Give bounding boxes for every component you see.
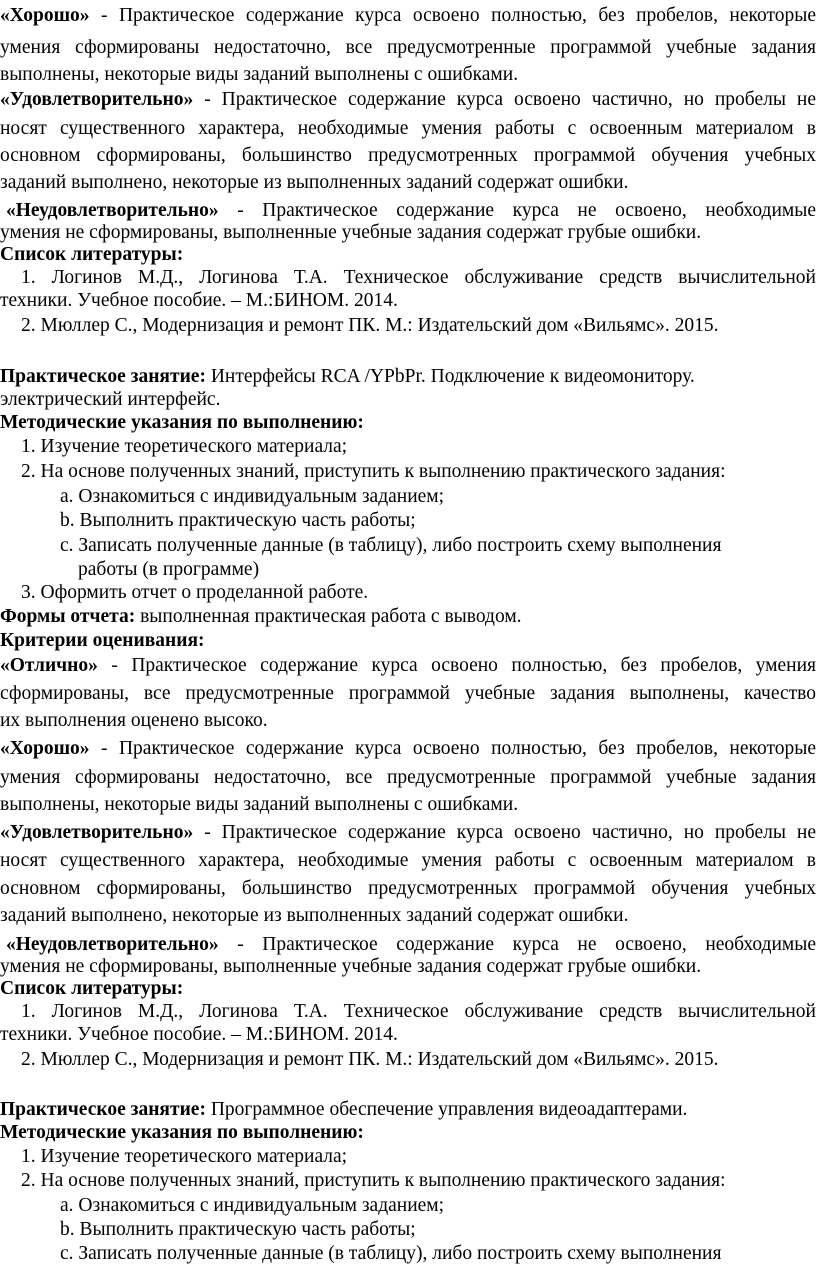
grade-satisfactory-line: носят существенного характера, необходимые умения работы с освоенным материалом в [0,118,816,139]
references-heading: Список литературы: [0,978,184,999]
grade-satisfactory-label: «Удовлетворительно» [0,89,194,110]
grade-good-line: «Хорошо» - Практическое содержание курса освоено полностью, без пробелов, некоторые [0,5,816,26]
method-step: 1. Изучение теоретического материала; [21,436,348,457]
method-substep: работы (в программе) [78,559,260,580]
method-substep: a. Ознакомиться с индивидуальным заданием; [60,486,445,507]
method-substep: b. Выполнить практическую часть работы; [60,510,416,531]
grade-unsatisfactory-label: «Неудовлетворительно» [6,934,219,955]
grade-satisfactory-line: носят существенного характера, необходимые умения работы с освоенным материалом в [0,850,816,871]
method-substep: c. Записать полученные данные (в таблицу), либо построить схему выполнения [60,535,722,556]
grade-unsatisfactory-line: «Неудовлетворительно» - Практическое содержание курса не освоено, необходимые [6,200,816,221]
practice-title: электрический интерфейс. [0,389,221,410]
practice-label: Практическое занятие: [0,1099,206,1120]
reference-item: 1. Логинов М.Д., Логинова Т.А. Техническое обслуживание средств вычислительной [21,1001,816,1022]
grade-good-line: «Хорошо» - Практическое содержание курса освоено полностью, без пробелов, некоторые [0,738,816,759]
grade-satisfactory-line: заданий выполнено, некоторые из выполненных заданий содержат ошибки. [0,172,629,193]
grade-satisfactory-line: основном сформированы, большинство предусмотренных программой обучения учебных [0,878,816,899]
grade-unsatisfactory-label: «Неудовлетворительно» [6,200,219,221]
grade-good-label: «Хорошо» [0,738,90,759]
grade-excellent-line: «Отлично» - Практическое содержание курса освоено полностью, без пробелов, умения [0,655,816,676]
grade-satisfactory-line: «Удовлетворительно» - Практическое содержание курса освоено частично, но пробелы не [0,89,816,110]
method-heading: Методические указания по выполнению: [0,412,364,433]
grade-excellent-label: «Отлично» [0,655,98,676]
report-label: Формы отчета: [0,606,136,627]
grade-satisfactory-line: основном сформированы, большинство предусмотренных программой обучения учебных [0,145,816,166]
practice-label: Практическое занятие: [0,366,206,387]
grade-good-label: «Хорошо» [0,5,90,26]
method-step: 2. На основе полученных знаний, приступить к выполнению практического задания: [21,461,726,482]
reference-item: техники. Учебное пособие. – М.:БИНОМ. 2014. [0,1024,398,1045]
grade-unsatisfactory-line: умения не сформированы, выполненные учебные задания содержат грубые ошибки. [0,222,702,243]
grade-excellent-line: сформированы, все предусмотренные программой учебные задания выполнены, качество [0,683,816,704]
grade-satisfactory-line: заданий выполнено, некоторые из выполненных заданий содержат ошибки. [0,905,629,926]
grade-satisfactory-label: «Удовлетворительно» [0,822,194,843]
reference-item: техники. Учебное пособие. – М.:БИНОМ. 2014. [0,290,398,311]
grade-good-line: умения сформированы недостаточно, все предусмотренные программой учебные задания [0,767,816,788]
reference-item: 2. Мюллер С., Модернизация и ремонт ПК. М.: Издательский дом «Вильямс». 2015. [21,1049,719,1070]
method-substep: c. Записать полученные данные (в таблицу), либо построить схему выполнения [60,1243,722,1264]
report-form: Формы отчета: выполненная практическая работа с выводом. [0,606,522,627]
grade-unsatisfactory-line: умения не сформированы, выполненные учебные задания содержат грубые ошибки. [0,956,702,977]
method-substep: a. Ознакомиться с индивидуальным заданием; [60,1195,445,1216]
method-step: 1. Изучение теоретического материала; [21,1146,348,1167]
method-step: 2. На основе полученных знаний, приступить к выполнению практического задания: [21,1170,726,1191]
grade-good-line: выполнены, некоторые виды заданий выполнены с ошибками. [0,794,519,815]
grade-unsatisfactory-line: «Неудовлетворительно» - Практическое содержание курса не освоено, необходимые [6,934,816,955]
grade-excellent-line: их выполнения оценено высоко. [0,710,268,731]
reference-item: 2. Мюллер С., Модернизация и ремонт ПК. М.: Издательский дом «Вильямс». 2015. [21,315,719,336]
references-heading: Список литературы: [0,244,184,265]
criteria-heading: Критерии оценивания: [0,630,205,651]
grade-good-line: выполнены, некоторые виды заданий выполнены с ошибками. [0,64,519,85]
reference-item: 1. Логинов М.Д., Логинова Т.А. Техническое обслуживание средств вычислительной [21,267,816,288]
method-substep: b. Выполнить практическую часть работы; [60,1219,416,1240]
grade-satisfactory-line: «Удовлетворительно» - Практическое содержание курса освоено частично, но пробелы не [0,822,816,843]
practice-title: Практическое занятие: Программное обеспечение управления видеоадаптерами. [0,1099,688,1120]
grade-good-line: умения сформированы недостаточно, все предусмотренные программой учебные задания [0,37,816,58]
method-step: 3. Оформить отчет о проделанной работе. [21,582,369,603]
practice-title: Практическое занятие: Интерфейсы RCA /YPbPr. Подключение к видеомонитору. [0,366,695,387]
method-heading: Методические указания по выполнению: [0,1122,364,1143]
